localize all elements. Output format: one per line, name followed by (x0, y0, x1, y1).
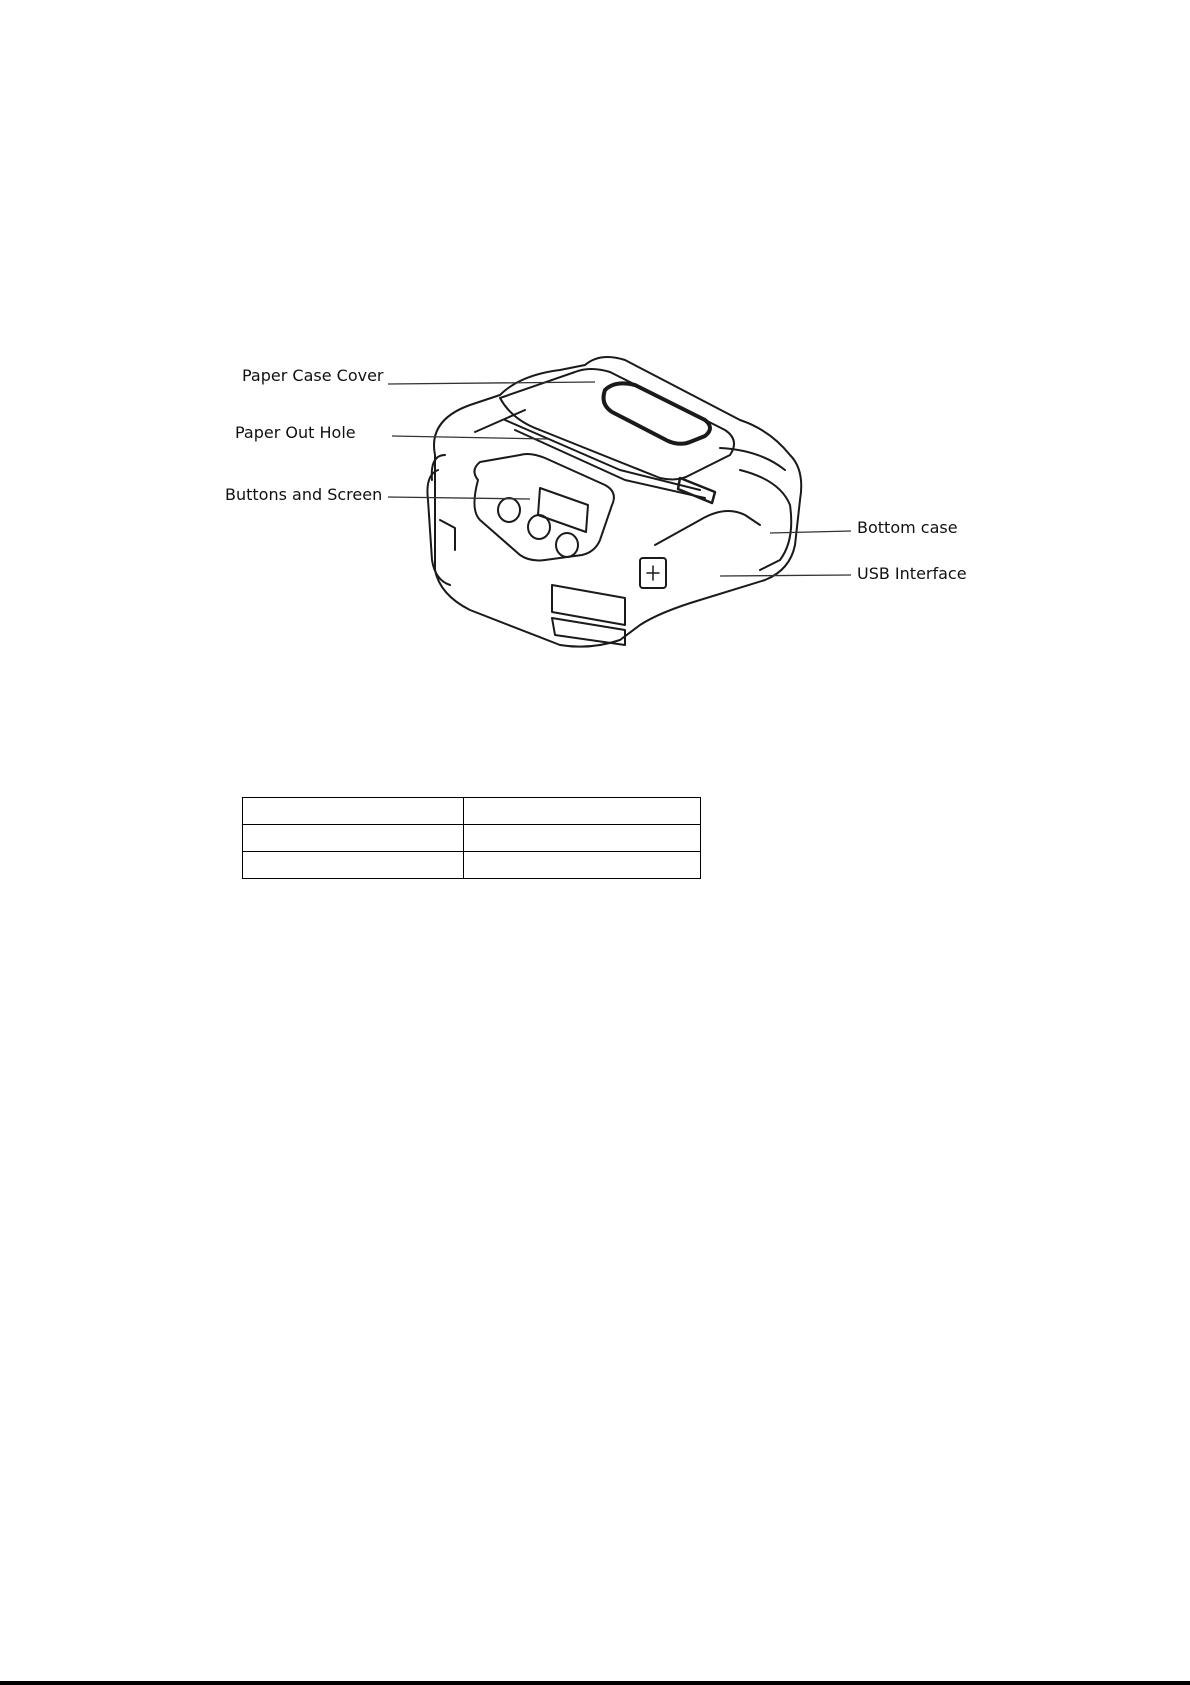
callout-usb-interface: USB Interface (857, 564, 967, 583)
table-cell (464, 852, 701, 879)
left-bumper (427, 470, 450, 585)
table-row (243, 852, 701, 879)
table-cell (243, 798, 464, 825)
printer-body-outline (434, 357, 801, 647)
cover-hinge (678, 478, 715, 503)
leader-paper-out-hole (392, 436, 548, 439)
right-grip-top (720, 448, 785, 470)
callout-paper-out-hole: Paper Out Hole (235, 423, 356, 442)
table-row (243, 798, 701, 825)
paper-slot-edge (475, 410, 525, 432)
table-row (243, 825, 701, 852)
button-middle (528, 515, 550, 539)
portable-receipt-printer-icon (0, 0, 1190, 700)
page-bottom-rule (0, 1681, 1190, 1685)
leader-usb-interface (720, 575, 851, 576)
right-grip (740, 470, 791, 570)
spec-table (242, 797, 701, 879)
leader-paper-case-cover (388, 382, 595, 384)
callout-buttons-and-screen: Buttons and Screen (225, 485, 383, 504)
left-bumper-top (432, 455, 445, 480)
front-panel (474, 454, 613, 560)
printer-diagram (0, 0, 1190, 700)
button-left (498, 498, 520, 522)
callout-bottom-case: Bottom case (857, 518, 958, 537)
side-panel-line (655, 511, 760, 545)
leader-bottom-case (770, 531, 851, 533)
callout-paper-case-cover: Paper Case Cover (242, 366, 384, 385)
button-right (556, 533, 578, 557)
usb-symbol (647, 566, 659, 580)
table-cell (464, 825, 701, 852)
cover-window (604, 383, 710, 443)
table-cell (464, 798, 701, 825)
display-screen (538, 488, 588, 532)
table-cell (243, 852, 464, 879)
left-bumper-notch (440, 520, 455, 550)
table-cell (243, 825, 464, 852)
